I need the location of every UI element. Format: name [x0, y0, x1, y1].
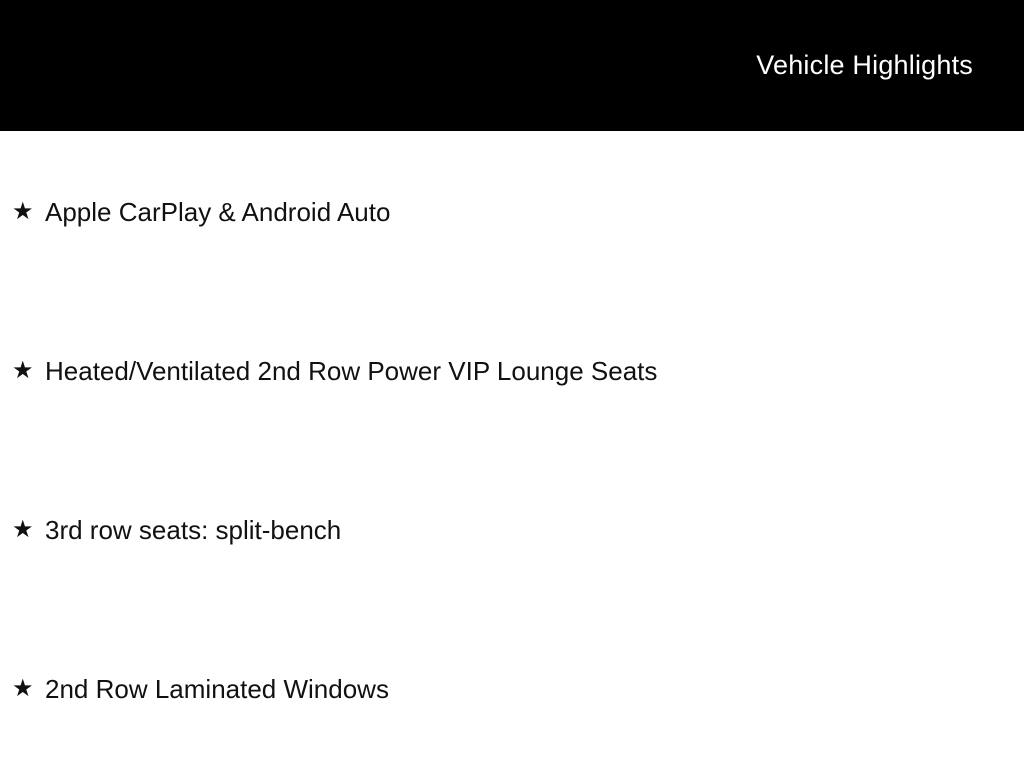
list-item-label: 3rd row seats: split-bench — [45, 515, 342, 545]
list-item — [12, 671, 389, 707]
list-item — [12, 353, 657, 389]
list-item-label: Heated/Ventilated 2nd Row Power VIP Lounge Seats — [45, 356, 658, 386]
header-bar — [0, 0, 1024, 131]
star-icon: ★ — [12, 198, 34, 225]
list-item-label: 2nd Row Laminated Windows — [45, 674, 389, 704]
list-item-label: Apple CarPlay & Android Auto — [45, 197, 391, 227]
star-icon: ★ — [12, 516, 34, 543]
list-item — [12, 512, 341, 548]
star-icon: ★ — [12, 675, 34, 702]
star-icon: ★ — [12, 357, 34, 384]
list-item — [12, 194, 390, 230]
page-title: Vehicle Highlights — [756, 50, 973, 80]
